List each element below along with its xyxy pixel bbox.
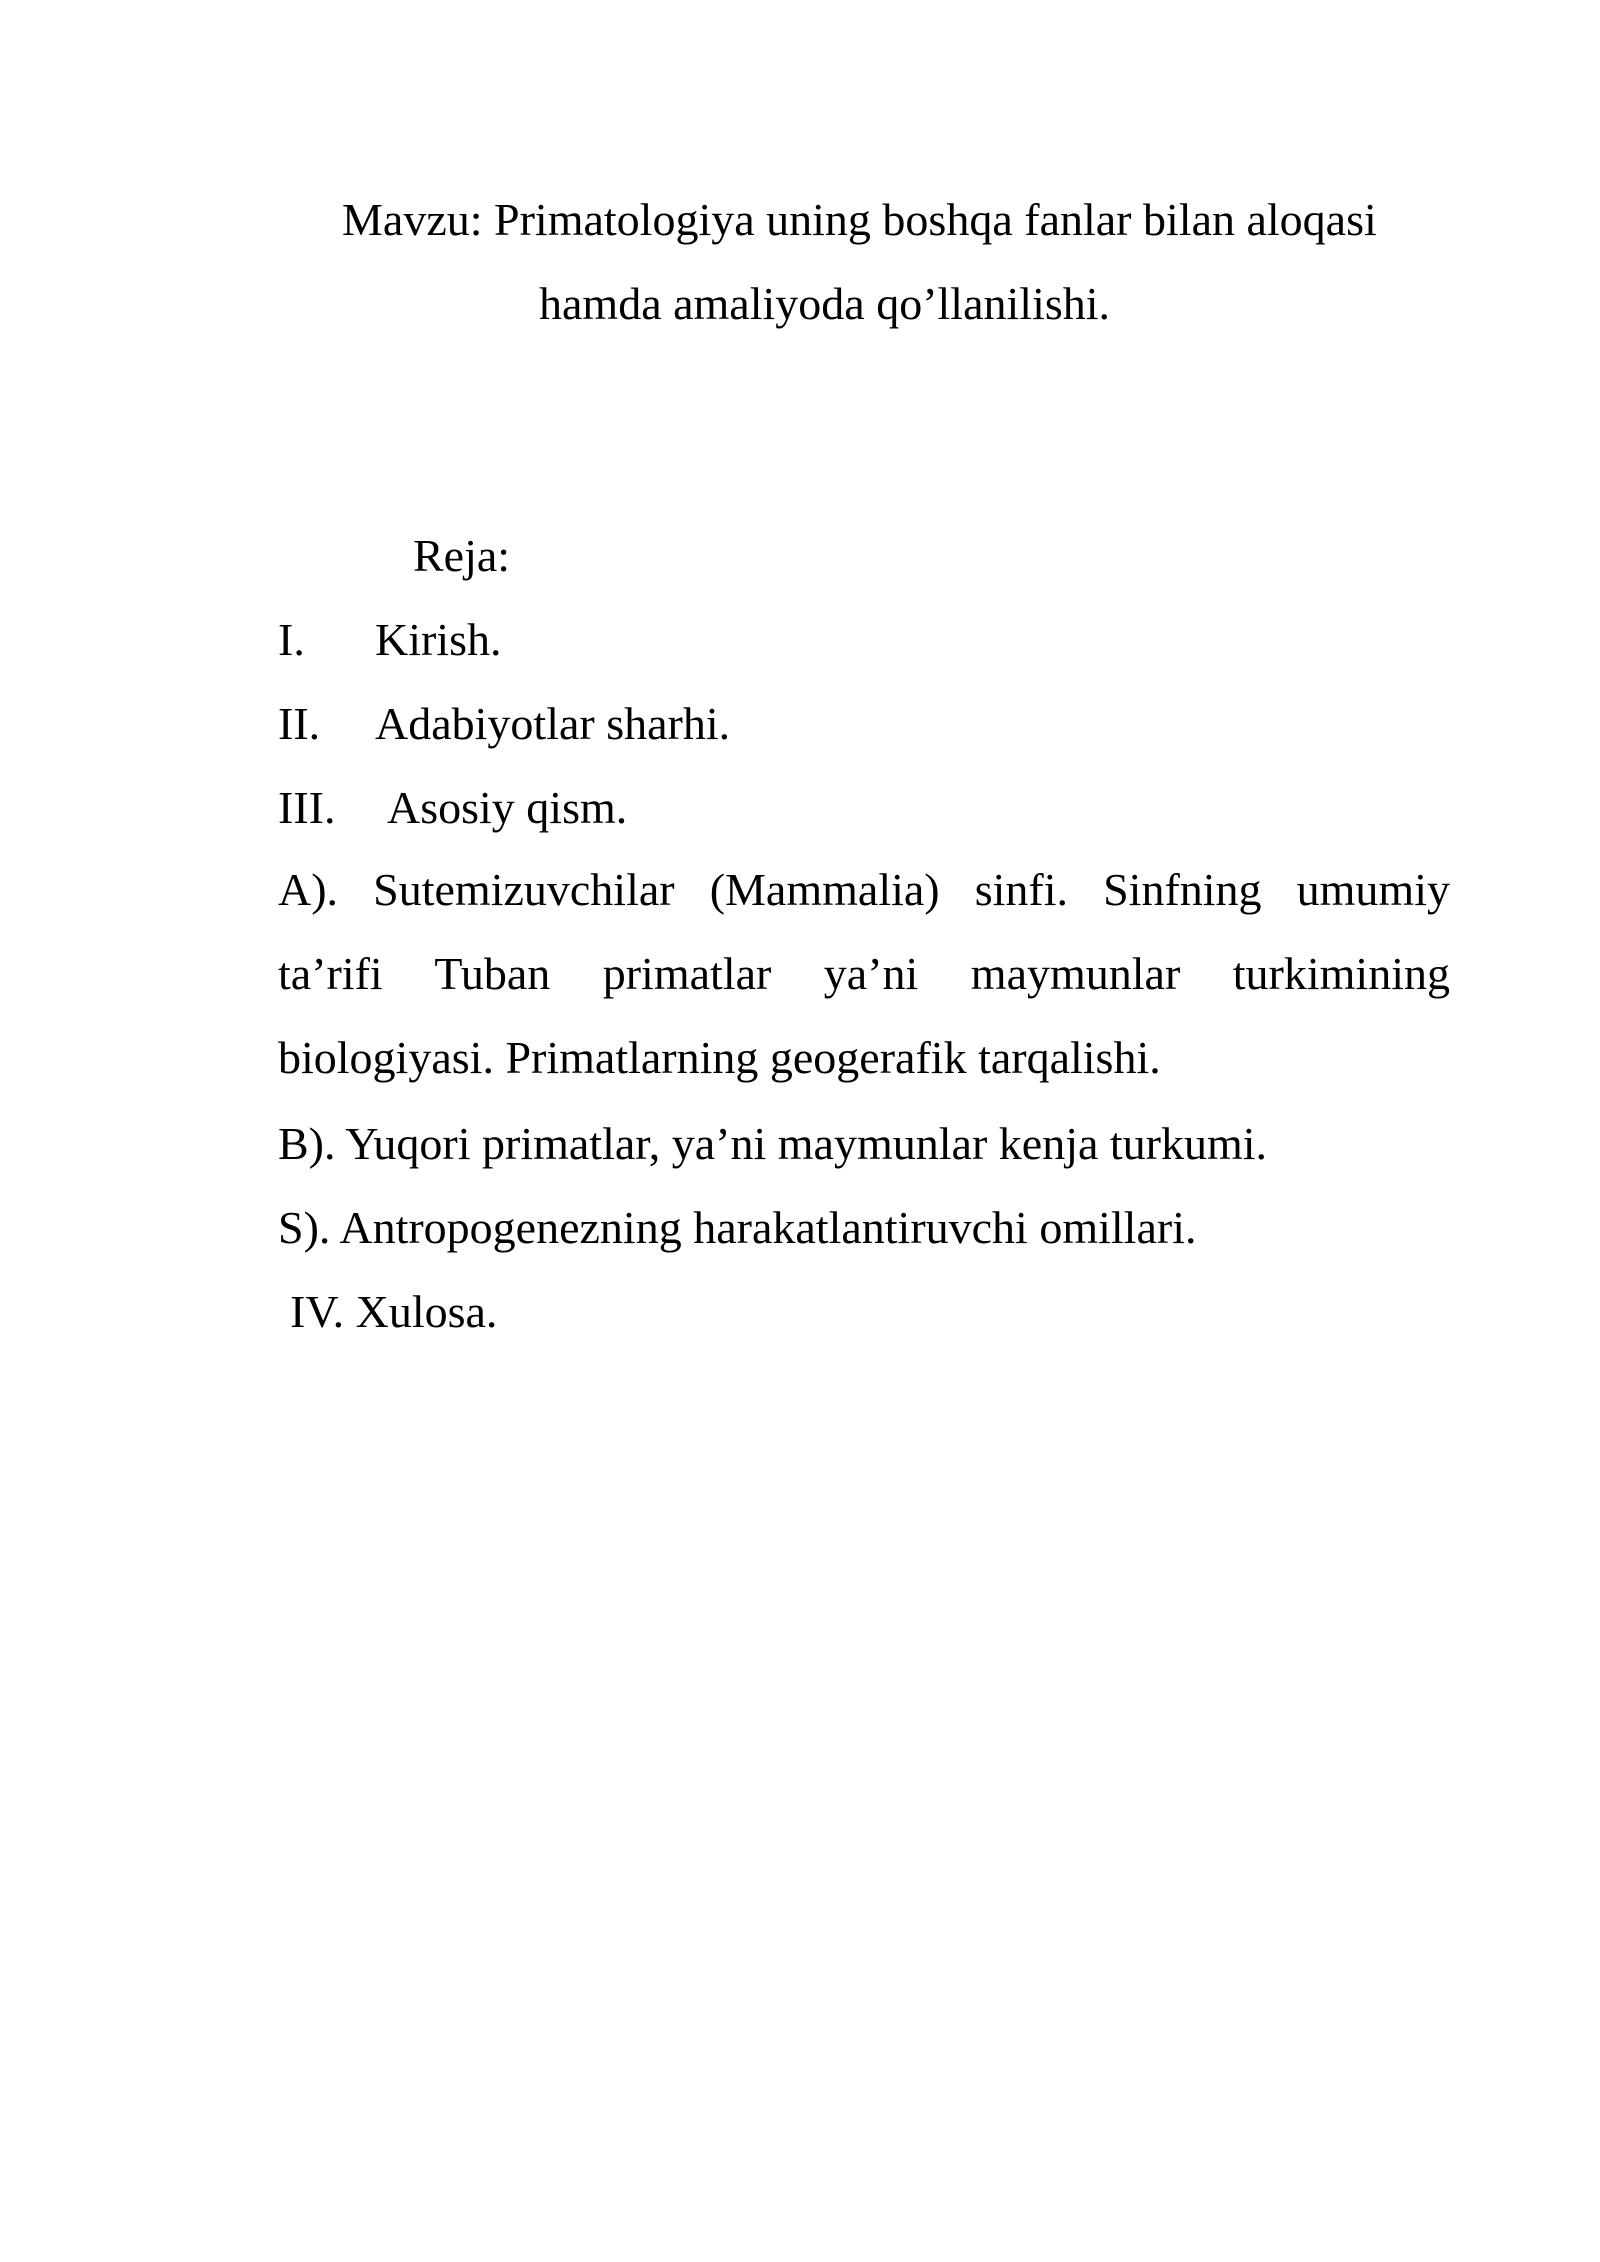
section-a-line-3: biologiyasi. Primatlarning geogerafik tarqalishi. xyxy=(278,1032,1161,1083)
document-title-line-2: hamda amaliyoda qo’llanilishi. xyxy=(539,278,1111,329)
section-s: S). Antropogenezning harakatlantiruvchi omillari. xyxy=(278,1202,1197,1253)
outline-label: Adabiyotlar sharhi. xyxy=(375,698,731,749)
outline-item-conclusion: IV. Xulosa. xyxy=(290,1286,498,1337)
document-title-line-1: Mavzu: Primatologiya uning boshqa fanlar bilan aloqasi xyxy=(342,194,1377,245)
outline-label: Kirish. xyxy=(375,614,502,665)
outline-numeral: II. xyxy=(278,698,321,749)
outline-label: Asosiy qism. xyxy=(387,782,628,833)
section-a-line-2: ta’rifi Tuban primatlar ya’ni maymunlar turkimining xyxy=(278,948,1450,999)
outline-numeral: I. xyxy=(278,614,305,665)
plan-heading: Reja: xyxy=(413,530,511,581)
outline-numeral: III. xyxy=(278,782,336,833)
section-a-line-1: A). Sutemizuvchilar (Mammalia) sinfi. Sinfning umumiy xyxy=(278,864,1450,915)
section-b: B). Yuqori primatlar, ya’ni maymunlar kenja turkumi. xyxy=(278,1118,1268,1169)
